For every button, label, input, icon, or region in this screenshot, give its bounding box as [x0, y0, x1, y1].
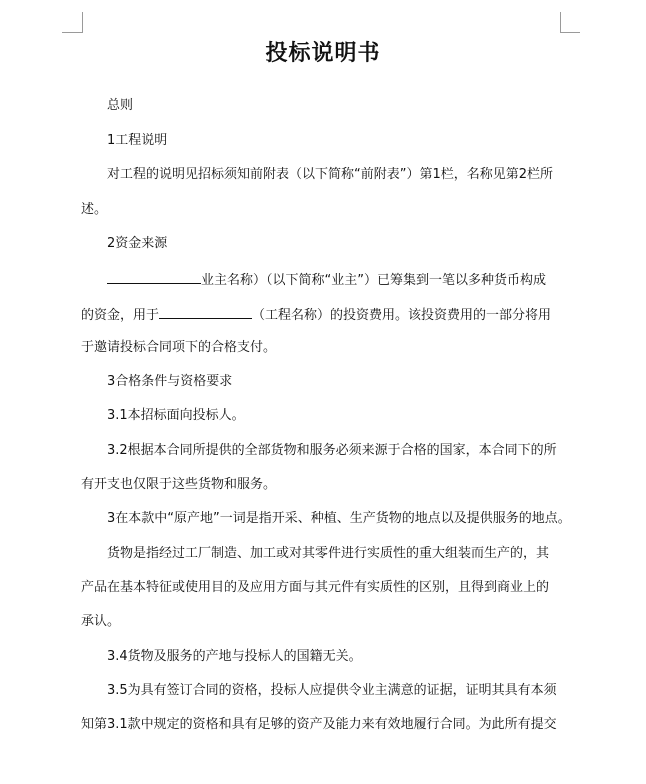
paragraph-text: 的资金，用于	[81, 308, 160, 323]
paragraph-line: 述。	[81, 202, 108, 217]
paragraph-line: 3.2根据本合同所提供的全部货物和服务必须来源于合格的国家，本合同下的所	[107, 443, 557, 458]
paragraph-line: 货物是指经过工厂制造、加工或对其零件进行实质性的重大组装而生产的，其	[107, 546, 550, 561]
paragraph-line	[107, 270, 546, 289]
paragraph-text: 业主名称）（以下简称“业主”）已筹集到一笔以多种货币构成	[201, 273, 546, 288]
section-heading: 1工程说明	[107, 133, 168, 148]
crop-mark-top-right	[560, 32, 580, 33]
paragraph-line: 承认。	[81, 614, 121, 629]
paragraph-line: 知第3.1款中规定的资格和具有足够的资产及能力来有效地履行合同。为此所有提交	[81, 717, 557, 732]
paragraph-line: 对工程的说明见招标须知前附表（以下简称“前附表”）第1栏，名称见第2栏所	[107, 167, 554, 182]
paragraph-line: 3在本款中“原产地”一词是指开采、种植、生产货物的地点以及提供服务的地点。	[107, 511, 571, 526]
crop-mark-top-left	[62, 32, 82, 33]
paragraph-line: 3.4货物及服务的产地与投标人的国籍无关。	[107, 649, 362, 664]
paragraph-line: 3.5为具有签订合同的资格，投标人应提供令业主满意的证据，证明其具有本须	[107, 683, 557, 698]
paragraph-text: （工程名称）的投资费用。该投资费用的一部分将用	[252, 308, 552, 323]
crop-mark-top-right	[560, 12, 561, 33]
paragraph-line: 有开支也仅限于这些货物和服务。	[81, 477, 277, 492]
fill-in-blank	[107, 270, 201, 284]
paragraph-line: 于邀请投标合同项下的合格支付。	[81, 340, 277, 355]
section-heading: 总则	[107, 98, 134, 113]
paragraph-line: 产品在基本特征或使用目的及应用方面与其元件有实质性的区别，且得到商业上的	[81, 580, 550, 595]
document-title: 投标说明书	[265, 41, 381, 66]
fill-in-blank	[159, 305, 252, 319]
section-heading: 2资金来源	[107, 236, 168, 251]
paragraph-line: 3.1本招标面向投标人。	[107, 408, 245, 423]
crop-mark-top-left	[82, 12, 83, 33]
section-heading: 3合格条件与资格要求	[107, 374, 233, 389]
paragraph-line	[81, 305, 561, 324]
